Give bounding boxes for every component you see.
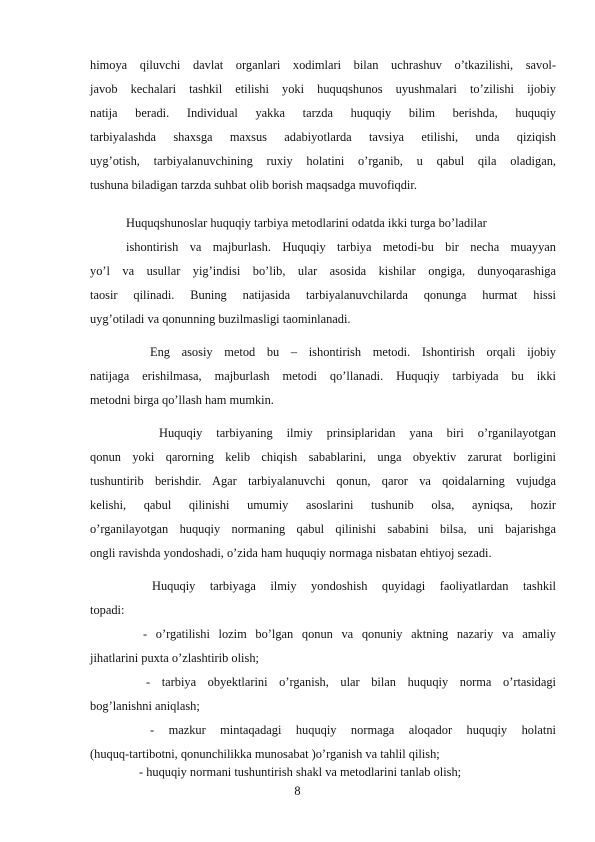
text-line: (huquq-tartibotni, qonunchilikka munosabat )o’rganish va tahlil qilish; — [90, 747, 440, 761]
text-line: tushuna biladigan tarzda suhbat olib borish maqsadga muvofiqdir. — [90, 178, 417, 192]
text-line: ongli ravishda yondoshadi, o’zida ham huquqiy normaga nisbatan ehtiyoj sezadi. — [90, 546, 492, 560]
list-item: - tarbiya obyektlarini o’rganish, ular bilan huquqiy norma o’rtasidagi — [146, 675, 556, 689]
text-line: bog’lanishni aniqlash; — [90, 699, 200, 713]
list-item: - huquqiy normani tushuntirish shakl va metodlarini tanlab olish; — [139, 765, 462, 779]
text-line: javob kechalari tashkil etilishi yoki huquqshunos uyushmalari to’zilishi ijobiy — [90, 82, 556, 96]
list-item: - o’rgatilishi lozim bo’lgan qonun va qonuniy aktning nazariy va amaliy — [143, 627, 556, 641]
text-line: jihatlarini puxta o’zlashtirib olish; — [90, 651, 259, 665]
text-line: Huquqiy tarbiyaga ilmiy yondoshish quyidagi faoliyatlardan tashkil — [152, 579, 556, 593]
text-line: tushuntirib berishdir. Agar tarbiyalanuvchi qonun, qaror va qoidalarning vujudga — [90, 474, 556, 488]
text-line: kelishi, qabul qilinishi umumiy asoslarini tushunib olsa, ayniqsa, hozir — [90, 498, 556, 512]
text-line: ishontirish va majburlash. Huquqiy tarbiya metodi-bu bir necha muayyan — [126, 240, 556, 254]
text-line: himoya qiluvchi davlat organlari xodimlari bilan uchrashuv o’tkazilishi, savol- — [90, 58, 556, 72]
text-line: Eng asosiy metod bu – ishontirish metodi. Ishontirish orqali ijobiy — [150, 345, 556, 359]
text-line: yo’l va usullar yig’indisi bo’lib, ular asosida kishilar ongiga, dunyoqarashiga — [90, 264, 556, 278]
text-line: natijaga erishilmasa, majburlash metodi qo’llanadi. Huquqiy tarbiyada bu ikki — [90, 369, 556, 383]
page-number: 8 — [294, 784, 301, 798]
text-line: metodni birga qo’llash ham mumkin. — [90, 393, 274, 407]
text-line: tarbiyalashda shaxsga maxsus adabiyotlarda tavsiya etilishi, unda qiziqish — [90, 130, 556, 144]
text-line: o’rganilayotgan huquqiy normaning qabul qilinishi sababini bilsa, uni bajarishga — [90, 522, 556, 536]
text-line: qonun yoki qarorning kelib chiqish sabablarini, unga obyektiv zarurat borligini — [90, 450, 556, 464]
text-line: Huquqshunoslar huquqiy tarbiya metodlarini odatda ikki turga bo’ladilar — [126, 216, 487, 230]
text-line: topadi: — [90, 603, 125, 617]
text-line: taosir qilinadi. Buning natijasida tarbiyalanuvchilarda qonunga hurmat hissi — [90, 288, 556, 302]
text-line: uyg’otiladi va qonunning buzilmasligi taominlanadi. — [90, 312, 351, 326]
list-item: - mazkur mintaqadagi huquqiy normaga aloqador huquqiy holatni — [150, 723, 556, 737]
text-line: natija beradi. Individual yakka tarzda huquqiy bilim berishda, huquqiy — [90, 106, 556, 120]
text-line: uyg’otish, tarbiyalanuvchining ruxiy holatini o’rganib, u qabul qila oladigan, — [90, 154, 556, 168]
text-line: Huquqiy tarbiyaning ilmiy prinsiplaridan yana biri o’rganilayotgan — [159, 426, 556, 440]
